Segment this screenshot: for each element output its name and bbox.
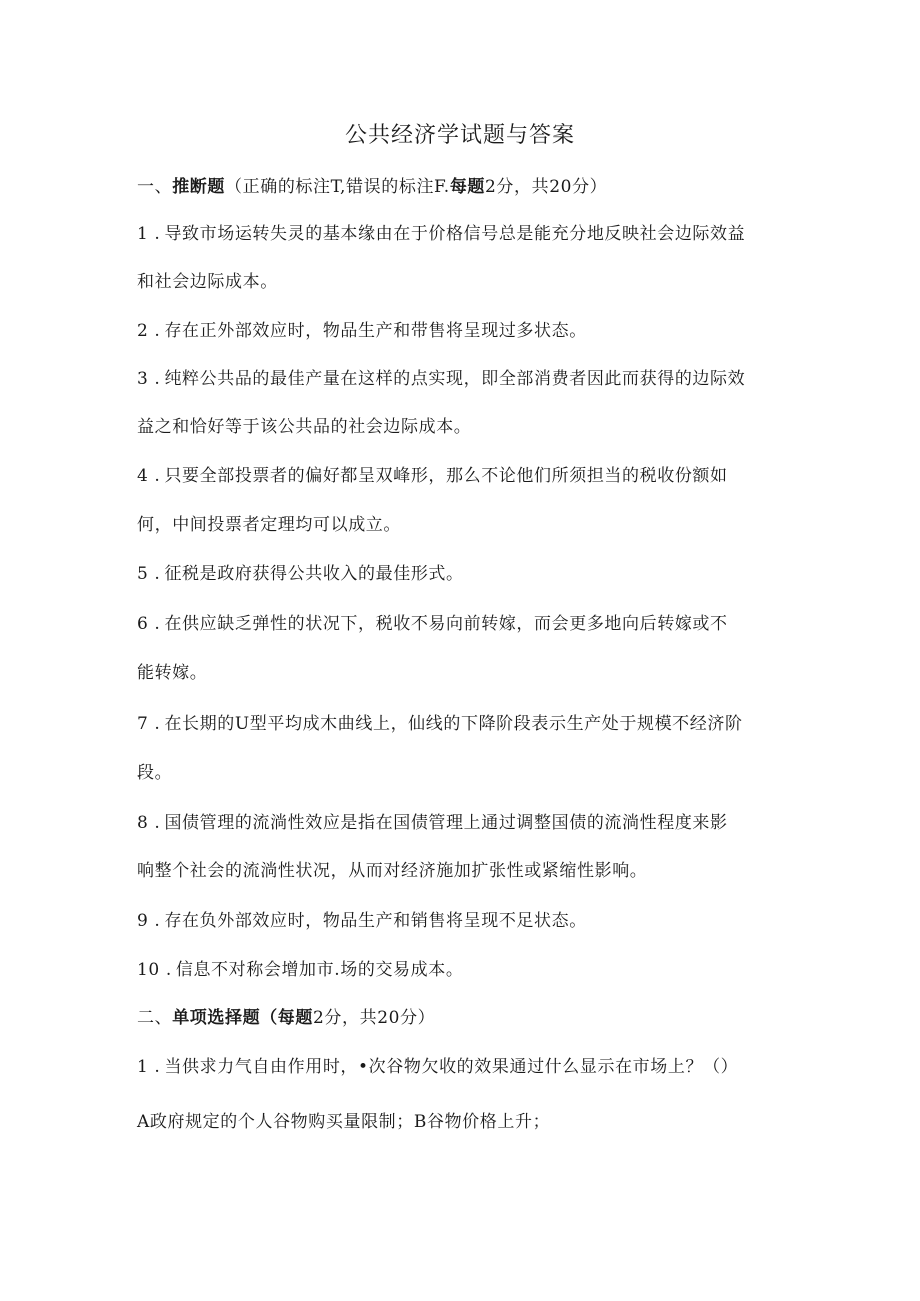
- question-number: 2 .: [137, 321, 161, 341]
- section-2-score-label: （每题: [260, 1008, 314, 1028]
- section-2-name: 单项选择题: [172, 1008, 261, 1028]
- question-number: 9 .: [137, 911, 161, 931]
- question-number: 4 .: [137, 466, 161, 486]
- section-1-name: 推断题: [172, 177, 226, 197]
- section-1-score-label: 每题: [449, 177, 486, 197]
- question-text: 存在正外部效应时，物品生产和带售将呈现过多状态。: [164, 321, 587, 341]
- section-2-heading: [137, 1003, 797, 1028]
- question-7-line-1: [137, 709, 797, 734]
- question-6-line-1: [137, 609, 797, 634]
- choice-question-1-line-1: [137, 1052, 797, 1077]
- question-text: 导致市场运转失灵的基本缘由在于价格信号总是能充分地反映社会边际效益: [164, 224, 746, 244]
- question-text: 信息不对称会增加市.场的交易成本。: [175, 960, 464, 980]
- question-number: 7 .: [137, 714, 161, 734]
- question-8-line-1: [137, 808, 797, 833]
- question-number: 10 .: [137, 960, 172, 980]
- question-text: 只要全部投票者的偏好都呈双峰形，那么不论他们所须担当的税收份额如: [164, 466, 728, 486]
- document-title: 公共经济学试题与答案: [344, 123, 575, 148]
- question-8-line-2: 响整个社会的流淌性状况，从而对经济施加扩张性或紧缩性影响。: [137, 861, 648, 881]
- question-6-line-2: 能转嫁。: [137, 663, 208, 683]
- question-9-line-1: [137, 906, 797, 931]
- question-4-line-1: [137, 461, 797, 486]
- question-3-line-1: [137, 364, 797, 389]
- question-text: 纯粹公共品的最佳产量在这样的点实现，即全部消费者因此而获得的边际效: [164, 369, 746, 389]
- section-1-score: 2分，共20分）: [485, 177, 608, 197]
- question-7-line-2: 段。: [137, 763, 173, 783]
- question-number: 5 .: [137, 564, 161, 584]
- section-2-score: 2分，共20分）: [313, 1008, 436, 1028]
- question-text: 国债管理的流淌性效应是指在国债管理上通过调整国债的流淌性程度来影: [164, 813, 728, 833]
- section-1-heading: [137, 172, 797, 197]
- question-number: 6 .: [137, 614, 161, 634]
- question-number: 8 .: [137, 813, 161, 833]
- question-5-line-1: [137, 559, 797, 584]
- question-text: 征税是政府获得公共收入的最佳形式。: [164, 564, 464, 584]
- question-1-line-1: [137, 219, 797, 244]
- question-2-line-1: [137, 316, 797, 341]
- question-3-line-2: 益之和恰好等于该公共品的社会边际成本。: [137, 417, 472, 437]
- question-4-line-2: 何，中间投票者定理均可以成立。: [137, 515, 401, 535]
- section-1-note: （正确的标注T,错误的标注F.: [225, 177, 450, 197]
- question-10-line-1: [137, 955, 797, 980]
- question-number: 3 .: [137, 369, 161, 389]
- question-1-line-2: 和社会边际成本。: [137, 272, 278, 292]
- question-text: 在长期的U型平均成木曲线上，仙线的下降阶段表示生产处于规模不经济阶: [164, 714, 743, 734]
- choice-options-line: A政府规定的个人谷物购买量限制；B谷物价格上升；: [137, 1112, 551, 1132]
- question-text: 存在负外部效应时，物品生产和销售将呈现不足状态。: [164, 911, 587, 931]
- question-number: 1 .: [137, 1057, 161, 1077]
- section-2-prefix: 二、: [137, 1008, 173, 1028]
- question-text: 在供应缺乏弹性的状况下，税收不易向前转嫁，而会更多地向后转嫁或不: [164, 614, 728, 634]
- question-number: 1 .: [137, 224, 161, 244]
- question-text: 当供求力气自由作用时，•次谷物欠收的效果通过什么显示在市场上？（）: [164, 1057, 739, 1077]
- section-1-prefix: 一、: [137, 177, 173, 197]
